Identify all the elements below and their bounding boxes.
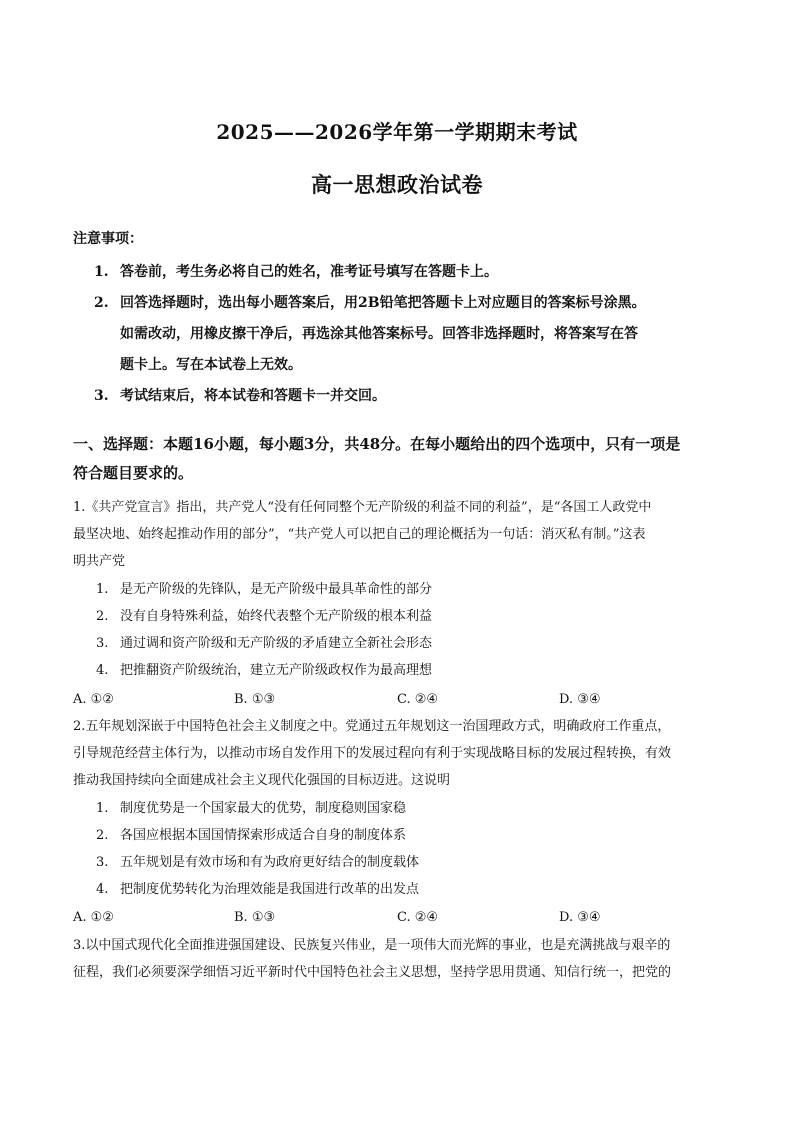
question-stem-line: 推动我国持续向全面建成社会主义现代化强国的目标迈进。这说明: [73, 773, 451, 788]
statement-number: 3.: [96, 636, 109, 651]
section-heading-line: 符合题目要求的。: [73, 464, 194, 482]
statement-number: 2.: [96, 828, 109, 843]
notice-item-text: 如需改动，用橡皮擦干净后，再选涂其他答案标号。回答非选择题时，将答案写在答: [120, 326, 638, 342]
notice-heading: 注意事项：: [73, 231, 143, 247]
choice-b[interactable]: B. ①③: [234, 910, 276, 925]
question-stem-line: 最坚决地、始终起推动作用的部分”，“共产党人可以把自己的理论概括为一句话：消灭私有制。”这表: [73, 527, 646, 542]
section-heading-line: 一、选择题：本题16小题，每小题3分，共48分。在每小题给出的四个选项中，只有一项是: [73, 435, 681, 453]
statement-number: 4.: [96, 882, 109, 897]
notice-item-text: 回答选择题时，选出每小题答案后，用2B铅笔把答题卡上对应题目的答案标号涂黑。: [120, 295, 646, 311]
statement-text: 通过调和资产阶级和无产阶级的矛盾建立全新社会形态: [120, 636, 433, 651]
choice-b[interactable]: B. ①③: [234, 692, 276, 707]
choice-a[interactable]: A. ①②: [73, 692, 114, 707]
question-stem-line: 明共产党: [73, 554, 126, 569]
notice-item-text: 答卷前，考生务必将自己的姓名，准考证号填写在答题卡上。: [120, 264, 498, 280]
statement-text: 没有自身特殊利益，始终代表整个无产阶级的根本利益: [120, 609, 433, 624]
statement-text: 制度优势是一个国家最大的优势，制度稳则国家稳: [120, 801, 407, 816]
statement-number: 4.: [96, 663, 109, 678]
statement-text: 五年规划是有效市场和有为政府更好结合的制度载体: [120, 855, 420, 870]
choice-d[interactable]: D. ③④: [559, 910, 601, 925]
choice-c[interactable]: C. ②④: [397, 692, 439, 707]
statement-text: 把制度优势转化为治理效能是我国进行改革的出发点: [120, 882, 420, 897]
question-stem-line: 引导规范经营主体行为，以推动市场自发作用下的发展过程向有利于实现战略目标的发展过程转换，有效: [73, 746, 672, 761]
choice-d[interactable]: D. ③④: [559, 692, 601, 707]
notice-item-text: 考试结束后，将本试卷和答题卡一并交回。: [120, 388, 386, 404]
question-stem-line: 2.五年规划深嵌于中国特色社会主义制度之中。党通过五年规划这一治国理政方式，明确政府工作重点，: [73, 719, 671, 734]
choice-a[interactable]: A. ①②: [73, 910, 114, 925]
question-stem-line: 1.《共产党宣言》指出，共产党人“没有任何同整个无产阶级的利益不同的利益”，是“各国工人政党中: [73, 500, 652, 515]
notice-item-number: 2.: [94, 295, 109, 311]
choice-c[interactable]: C. ②④: [397, 910, 439, 925]
notice-item-number: 1.: [94, 264, 109, 280]
notice-item-number: 3.: [94, 388, 109, 404]
statement-number: 3.: [96, 855, 109, 870]
statement-number: 1.: [96, 801, 109, 816]
statement-text: 把推翻资产阶级统治，建立无产阶级政权作为最高理想: [120, 663, 433, 678]
statement-text: 各国应根据本国国情探索形成适合自身的制度体系: [120, 828, 407, 843]
statement-text: 是无产阶级的先锋队，是无产阶级中最具革命性的部分: [120, 582, 433, 597]
statement-number: 2.: [96, 609, 109, 624]
exam-subtitle: 高一思想政治试卷: [311, 172, 483, 197]
exam-title: 2025——2026学年第一学期期末考试: [216, 120, 578, 144]
question-stem-line: 3.以中国式现代化全面推进强国建设、民族复兴伟业，是一项伟大而光辉的事业，也是充满挑战与艰辛的: [73, 938, 671, 953]
question-stem-line: 征程，我们必须要深学细悟习近平新时代中国特色社会主义思想，坚持学思用贯通、知信行统一，把党的: [73, 965, 672, 980]
notice-item-text: 题卡上。写在本试卷上无效。: [120, 357, 302, 373]
statement-number: 1.: [96, 582, 109, 597]
